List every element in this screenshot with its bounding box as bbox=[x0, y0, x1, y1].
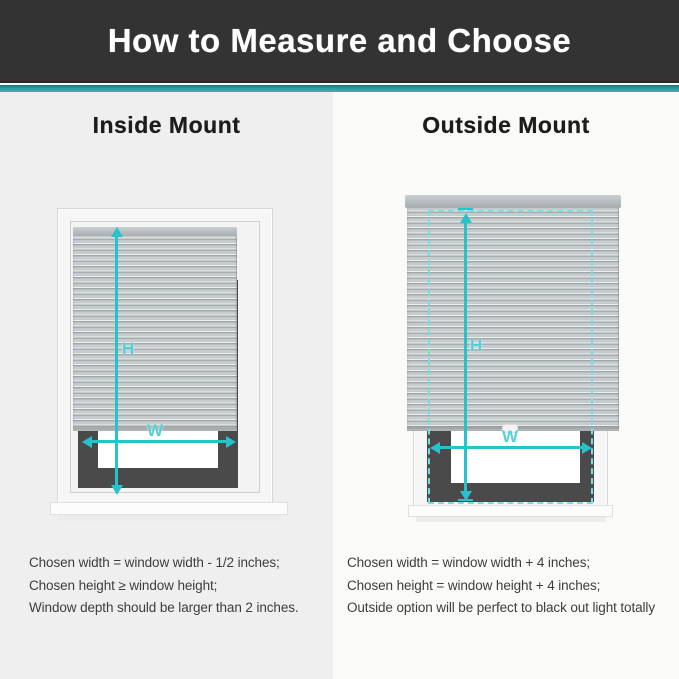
height-arrow bbox=[464, 222, 467, 492]
sill-shadow bbox=[58, 515, 280, 521]
width-arrow bbox=[91, 440, 227, 443]
inside-mount-title: Inside Mount bbox=[92, 112, 241, 138]
note-line: Outside option will be perfect to black out light totally bbox=[347, 600, 655, 615]
content-panels bbox=[0, 92, 679, 679]
note-line: Chosen width = window width + 4 inches; bbox=[347, 555, 590, 570]
inside-mount-notes bbox=[0, 552, 333, 620]
width-label: W bbox=[147, 421, 164, 440]
height-arrow bbox=[115, 236, 118, 486]
page-title: How to Measure and Choose bbox=[107, 21, 572, 59]
panel-inside-mount bbox=[0, 92, 333, 679]
window-sill bbox=[408, 505, 613, 517]
cellular-blind bbox=[73, 235, 237, 431]
teal-divider bbox=[0, 85, 679, 92]
height-label: H bbox=[470, 336, 483, 355]
note-line: Chosen width = window width - 1/2 inches; bbox=[29, 555, 280, 570]
blind-headrail bbox=[405, 195, 621, 208]
arrow-top-tick bbox=[458, 208, 473, 210]
note-line: Window depth should be larger than 2 inches. bbox=[29, 600, 299, 615]
sill-shadow bbox=[416, 517, 606, 522]
blind-headrail bbox=[73, 227, 237, 236]
measurement-outline bbox=[428, 210, 593, 504]
outside-mount-notes bbox=[333, 552, 679, 620]
width-arrow bbox=[439, 446, 583, 449]
outside-mount-title: Outside Mount bbox=[422, 112, 590, 138]
note-line: Chosen height ≥ window height; bbox=[29, 577, 218, 593]
height-label: H bbox=[122, 339, 135, 358]
window-sill bbox=[50, 502, 288, 515]
note-line: Chosen height = window height + 4 inches; bbox=[347, 577, 601, 593]
panel-outside-mount bbox=[333, 92, 679, 679]
header-bar bbox=[0, 0, 679, 83]
width-label: W bbox=[502, 427, 519, 446]
